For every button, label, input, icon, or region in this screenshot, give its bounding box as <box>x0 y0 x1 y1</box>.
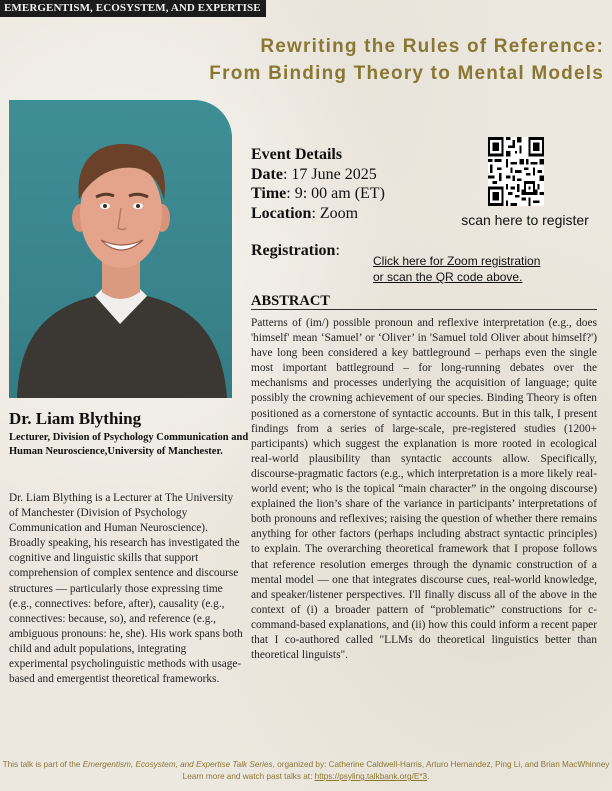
speaker-affiliation: Lecturer, Division of Psychology Communication and Human Neuroscience,University of Manchester. <box>9 432 249 457</box>
registration-label: Registration: <box>251 242 340 259</box>
footer <box>0 759 612 783</box>
talk-title-line-2: From Binding Theory to Mental Models <box>209 63 604 84</box>
event-details <box>251 145 451 223</box>
registration-link-line-2[interactable]: or scan the QR code above. <box>373 270 523 284</box>
footer-line-1: This talk is part of the Emergentism, Ecosystem, and Expertise Talk Series, organized by: Catherine Caldwell-Harris, Arturo Hernandez, Ping Li, and Brian MacWhinney <box>2 760 610 769</box>
abstract-divider <box>251 309 597 310</box>
talk-title-line-1: Rewriting the Rules of Reference: <box>260 36 604 57</box>
series-banner: EMERGENTISM, ECOSYSTEM, AND EXPERTISE <box>0 0 266 17</box>
footer-line-2: Learn more and watch past talks at: https://psyling.talkbank.org/E*3. <box>182 772 430 781</box>
talk-title <box>144 33 604 87</box>
time-label: Time <box>251 185 287 202</box>
date-value: : 17 June 2025 <box>282 165 377 183</box>
speaker-photo <box>9 100 232 398</box>
abstract-text: Patterns of (im/) possible pronoun and reflexive interpretation (e.g., does 'himself' mean ‘Samuel’ or ‘Oliver’ in 'Samuel told Oliver about himself?') have long been considered a key battleground – perhaps even the single most important battleground – for long-running debates over the mechanisms and processes underlying the acquisition of language; quite possibly the crowning achievement of our species. Binding Theory is often positioned as a cornerstone of syntactic accounts. But in this talk, I present findings from a series of large-scale, pre-registered studies (1200+ participants) which suggest the explanation is more rooted in ecological real-world plausibility than syntactic accounts allow. Specifically, discourse-pragmatic factors (e.g., which interpretation is a more likely real-world event; who is the topical “main character” in the ongoing discourse) explained the lion’s share of the variance in participants’ interpretations of both pronouns and reflexives; raising the question of whether there remains anything for other factors (perhaps including abstract syntactic principles) to explain. The overarching theoretical framework that I propose follows that reference resolution emerges through the dynamic construction of a mental model — one that integrates discourse cues, real-world knowledge, and speaker/listener perspectives. I'll finally discuss all of the above in the context of (i) a broader pattern of “problematic” constructions for c-command-based explanations, and (ii) how this could inform a recent paper that I co-authored called "LLMs do theoretical linguistics better than theoretical linguists". <box>251 317 597 662</box>
speaker-name: Dr. Liam Blything <box>9 409 142 428</box>
abstract-heading: ABSTRACT <box>251 293 330 309</box>
event-location <box>251 204 451 224</box>
zoom-registration-link[interactable] <box>373 253 598 285</box>
speaker-bio: Dr. Liam Blything is a Lecturer at The University of Manchester (Division of Psychology Communication and Human Neuroscience). Broadly speaking, his research has investigated the cognitive and linguistic skills that support comprehension of complex sentence and discourse structures — particularly those expressing time (e.g., connectives: before, after), causality (e.g., connectives: because, so), and reference (e.g., ambiguous pronouns: he, she). His work spans both child and adult populations, integrating experimental psycholinguistic methods with usage-based and emergentist theoretical frameworks. <box>9 492 243 686</box>
event-details-heading: Event Details <box>251 146 343 163</box>
speaker-portrait-icon <box>9 100 232 398</box>
location-label: Location <box>251 204 312 222</box>
event-time <box>251 184 451 204</box>
location-value: : Zoom <box>311 204 359 222</box>
talkbank-link[interactable]: https://psyling.talkbank.org/E*3 <box>314 772 428 781</box>
qr-caption: scan here to register <box>461 212 589 228</box>
event-date <box>251 165 451 185</box>
registration-link-line-1[interactable]: Click here for Zoom registration <box>373 254 541 268</box>
date-label: Date <box>251 165 283 183</box>
time-value: : 9: 00 am (ET) <box>286 185 385 202</box>
qr-code-icon[interactable] <box>488 137 544 206</box>
